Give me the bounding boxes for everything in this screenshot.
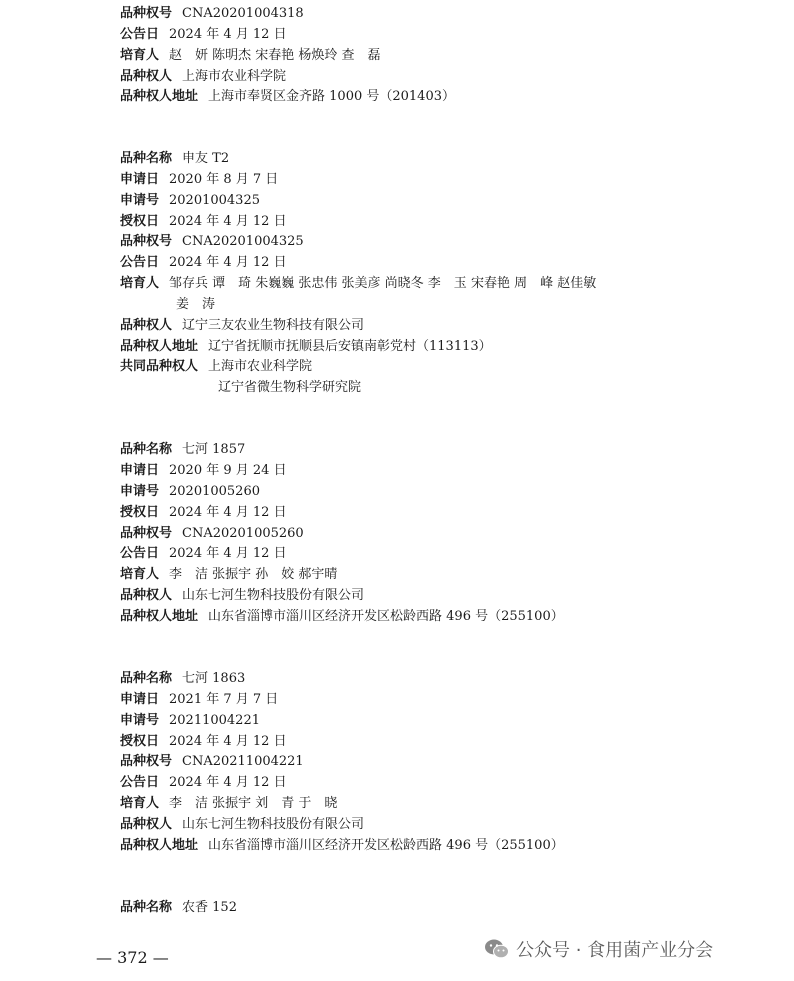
field-row <box>120 337 492 357</box>
field-label: 授权日 <box>120 734 160 749</box>
field-row <box>120 544 287 564</box>
field-row <box>120 898 237 918</box>
field-label: 品种权人 <box>120 817 173 832</box>
field-label: 共同品种权人 <box>120 359 199 374</box>
watermark <box>484 936 713 962</box>
field-continuation: 姜 涛 <box>176 297 216 312</box>
field-value: 七河 1857 <box>182 442 246 457</box>
field-row <box>120 752 304 772</box>
field-value: 辽宁省抚顺市抚顺县后安镇南彰党村（113113） <box>208 339 492 354</box>
field-label: 培育人 <box>120 567 160 582</box>
field-row <box>120 773 287 793</box>
field-label: 授权日 <box>120 214 160 229</box>
field-label: 品种权人 <box>120 588 173 603</box>
field-value: CNA20201004318 <box>182 6 304 21</box>
field-label: 申请号 <box>120 484 160 499</box>
field-value: 山东省淄博市淄川区经济开发区松龄西路 496 号（255100） <box>208 838 564 853</box>
field-row <box>120 191 260 211</box>
field-label: 公告日 <box>120 255 160 270</box>
field-value: 辽宁三友农业生物科技有限公司 <box>182 318 365 333</box>
field-row <box>120 836 564 856</box>
field-label: 品种权人地址 <box>120 838 199 853</box>
field-value: 上海市奉贤区金齐路 1000 号（201403） <box>208 89 455 104</box>
field-label: 培育人 <box>120 796 160 811</box>
field-label: 公告日 <box>120 546 160 561</box>
field-value: 2020 年 8 月 7 日 <box>169 172 279 187</box>
field-label: 公告日 <box>120 775 160 790</box>
field-row <box>120 732 287 752</box>
field-row <box>120 565 337 585</box>
field-continuation: 辽宁省微生物科学研究院 <box>218 380 362 395</box>
field-value: 2020 年 9 月 24 日 <box>169 463 287 478</box>
field-label: 申请号 <box>120 193 160 208</box>
field-value: 山东七河生物科技股份有限公司 <box>182 588 365 603</box>
field-label: 品种名称 <box>120 442 173 457</box>
field-label: 授权日 <box>120 505 160 520</box>
field-value: CNA20201004325 <box>182 234 304 249</box>
field-value: 2024 年 4 月 12 日 <box>169 775 287 790</box>
field-value: 七河 1863 <box>182 671 246 686</box>
field-label: 培育人 <box>120 276 160 291</box>
field-row <box>120 711 260 731</box>
field-row <box>120 440 245 460</box>
field-value: 2024 年 4 月 12 日 <box>169 505 287 520</box>
field-row <box>120 669 245 689</box>
field-row <box>120 170 278 190</box>
field-value: 农香 152 <box>182 900 237 915</box>
field-label: 品种名称 <box>120 900 173 915</box>
field-label: 品种权人 <box>120 69 173 84</box>
field-value: 20201005260 <box>169 484 260 499</box>
field-label: 品种名称 <box>120 151 173 166</box>
field-row <box>120 815 364 835</box>
field-value: 2024 年 4 月 12 日 <box>169 27 287 42</box>
field-row <box>120 461 287 481</box>
field-row <box>120 316 364 336</box>
field-label: 品种权人地址 <box>120 609 199 624</box>
field-label: 品种权号 <box>120 234 173 249</box>
field-row <box>120 274 596 294</box>
field-value: 邹存兵 谭 琦 朱巍巍 张忠伟 张美彦 尚晓冬 李 玉 宋春艳 周 峰 赵佳敏 <box>169 276 597 291</box>
field-label: 品种名称 <box>120 671 173 686</box>
field-value: 2024 年 4 月 12 日 <box>169 214 287 229</box>
field-row <box>120 46 381 66</box>
page-number: — 372 — <box>96 948 169 967</box>
field-row <box>120 794 337 814</box>
field-label: 品种权人地址 <box>120 339 199 354</box>
field-value: 赵 妍 陈明杰 宋春艳 杨焕玲 查 磊 <box>169 48 381 63</box>
watermark-text: 公众号 · 食用菌产业分会 <box>516 940 714 961</box>
field-label: 申请日 <box>120 463 160 478</box>
field-label: 申请日 <box>120 692 160 707</box>
field-value: 上海市农业科学院 <box>182 69 287 84</box>
field-label: 申请日 <box>120 172 160 187</box>
field-row <box>120 357 312 377</box>
field-label: 申请号 <box>120 713 160 728</box>
field-label: 培育人 <box>120 48 160 63</box>
field-row <box>120 25 287 45</box>
field-row <box>120 482 260 502</box>
field-value: 申友 T2 <box>182 151 230 166</box>
field-row <box>120 253 287 273</box>
field-row <box>120 607 564 627</box>
field-value: 山东七河生物科技股份有限公司 <box>182 817 365 832</box>
field-value: 上海市农业科学院 <box>208 359 313 374</box>
field-value: 李 洁 张振宇 孙 姣 郝宇晴 <box>169 567 338 582</box>
field-row <box>120 67 286 87</box>
field-label: 公告日 <box>120 27 160 42</box>
field-value: 李 洁 张振宇 刘 青 于 晓 <box>169 796 338 811</box>
field-row <box>120 4 304 24</box>
field-value: 20201004325 <box>169 193 260 208</box>
field-row <box>120 524 304 544</box>
field-value: CNA20211004221 <box>182 754 304 769</box>
field-row <box>120 149 229 169</box>
wechat-icon <box>484 938 510 960</box>
field-value: 山东省淄博市淄川区经济开发区松龄西路 496 号（255100） <box>208 609 564 624</box>
field-value: 2021 年 7 月 7 日 <box>169 692 279 707</box>
field-row <box>120 212 287 232</box>
field-row <box>120 586 364 606</box>
field-value: 2024 年 4 月 12 日 <box>169 255 287 270</box>
field-value: 2024 年 4 月 12 日 <box>169 734 287 749</box>
field-value: 2024 年 4 月 12 日 <box>169 546 287 561</box>
field-row <box>120 690 278 710</box>
field-label: 品种权人 <box>120 318 173 333</box>
field-value: CNA20201005260 <box>182 526 304 541</box>
field-label: 品种权号 <box>120 6 173 21</box>
field-label: 品种权人地址 <box>120 89 199 104</box>
field-row <box>120 87 455 107</box>
field-value: 20211004221 <box>169 713 260 728</box>
field-row <box>120 232 304 252</box>
field-label: 品种权号 <box>120 526 173 541</box>
field-row <box>120 503 287 523</box>
field-label: 品种权号 <box>120 754 173 769</box>
